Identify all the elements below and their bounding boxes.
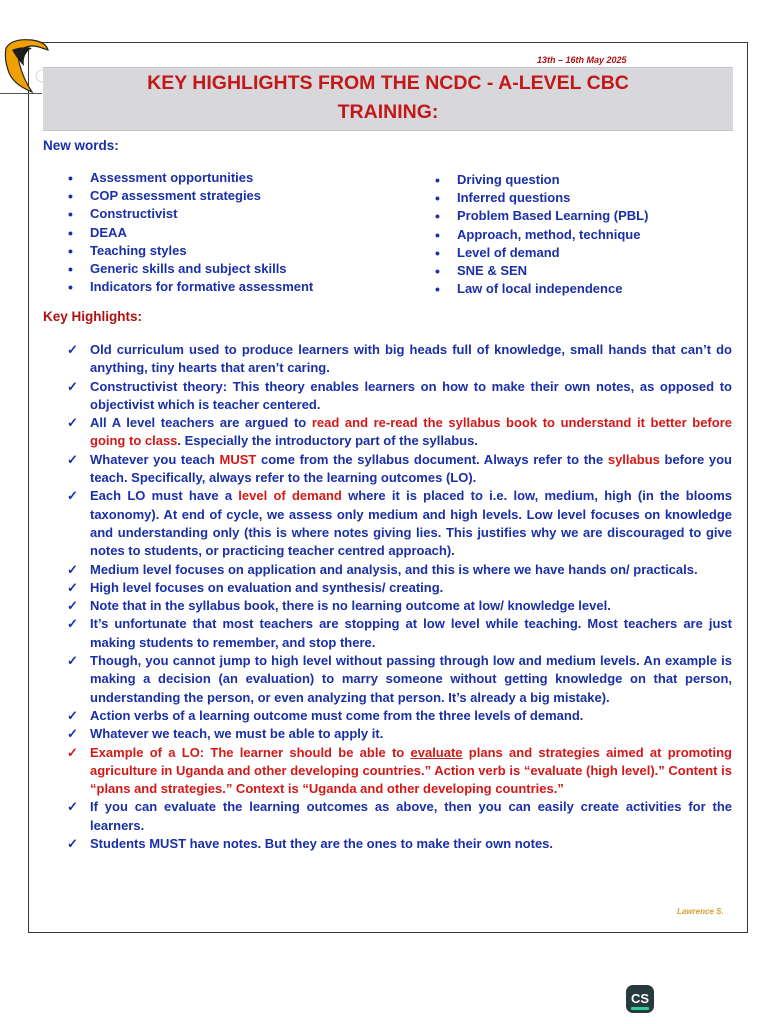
list-item [435,226,648,244]
list-item [68,187,313,205]
highlight-emphasis: MUST [219,451,257,467]
highlight-item [67,579,732,597]
list-item-text: Approach, method, technique [457,226,641,242]
bullet-icon: • [68,188,73,205]
list-item-text: Driving question [457,172,560,187]
list-item [68,169,313,187]
title-line-1: KEY HIGHLIGHTS FROM THE NCDC - A-LEVEL CBC [147,72,629,94]
highlight-text: Medium level focuses on application and analysis, and this is where we have hands on/ practicals. [90,561,698,577]
bullet-icon: • [68,170,73,186]
checkmark-icon: ✓ [67,799,78,815]
checkmark-icon: ✓ [67,488,78,504]
list-item-text: Level of demand [457,244,560,260]
highlight-item [67,835,732,853]
checkmark-icon: ✓ [67,415,78,431]
highlight-text: . Especially the introductory part of the syllabus. [177,433,478,449]
list-item [435,244,648,262]
checkmark-icon: ✓ [67,836,78,852]
new-words-list-left [68,169,314,296]
highlight-item [67,707,732,725]
checkmark-icon: ✓ [67,561,78,577]
list-item [435,189,648,207]
list-item [68,224,313,242]
list-item [68,260,313,278]
bullet-icon: • [68,206,73,223]
highlight-text: where it is placed to i.e. low, medium, high (in the blooms taxonomy). At end of cycle, we assess only medium and high levels. Low level focuses on knowledge and understanding only (this is where notes giving lies. This justifies why we are discouraged to give notes to students, or practicing teacher centred approach). [90,488,732,559]
list-item [68,205,313,223]
new-words-heading: New words: [43,138,119,153]
highlight-text: Students MUST have notes. But they are the ones to make their own notes. [90,836,554,852]
list-item [435,171,648,189]
bullet-icon: • [68,224,73,241]
highlight-item [67,487,732,560]
list-item [435,280,648,298]
checkmark-icon: ✓ [67,342,78,357]
checkmark-icon: ✓ [67,378,78,394]
list-item-text: Inferred questions [457,190,571,206]
highlight-text: come from the syllabus document. Always refer to the [256,451,608,467]
checkmark-icon: ✓ [67,726,78,742]
list-item-text: DEAA [90,224,127,240]
key-highlights-heading: Key Highlights: [43,309,143,324]
bullet-icon: • [68,261,73,278]
bullet-icon: • [435,263,440,280]
list-item-text: SNE & SEN [457,263,528,279]
highlight-text: Old curriculum used to produce learners with big heads full of knowledge, small hands that can’t do anything, tiny hearts that aren’t caring. [90,342,732,376]
highlight-emphasis: level of demand [238,488,342,504]
author-signature: Lawrence S. [677,907,724,916]
highlight-item [67,414,732,451]
highlight-item [67,341,732,378]
bullet-icon: • [435,208,440,225]
highlight-text: Constructivist theory: This theory enables learners on how to make their own notes, as opposed to objectivist which is teacher centered. [90,378,732,412]
bullet-icon: • [435,281,440,298]
checkmark-icon: ✓ [67,653,78,669]
highlight-text: Whatever we teach, we must be able to apply it. [90,726,384,742]
list-item-text: Teaching styles [90,242,187,258]
list-item [68,278,314,296]
key-highlights-list [67,341,732,853]
new-words-list-right [435,171,649,298]
bullet-icon: • [68,242,73,259]
list-item-text: Generic skills and subject skills [90,261,287,277]
highlight-item [67,451,732,488]
badge-label: CS [630,991,650,1006]
highlight-emphasis: syllabus [607,451,660,467]
highlight-text: Action verbs of a learning outcome must come from the three levels of demand. [90,707,584,723]
highlight-text: Each LO must have a [90,488,239,504]
bullet-icon: • [435,172,440,188]
highlight-text: Example of a LO: The learner should be able to [90,744,411,760]
highlight-item [67,597,732,615]
highlight-text: Though, you cannot jump to high level without passing through low and medium levels. An example is making a decision (an evaluation) to marry someone without getting knowledge on that person, understanding the person, or even analyzing that person. It’s already a big mistake). [90,653,732,705]
list-item [68,242,313,260]
highlight-item [67,725,732,743]
list-item-text: Indicators for formative assessment [90,279,314,295]
bullet-icon: • [435,244,440,261]
badge-accent-bar [631,1007,649,1010]
highlight-item [67,378,732,415]
checkmark-icon: ✓ [67,451,78,467]
list-item-text: Law of local independence [457,281,623,297]
bullet-icon: • [435,226,440,243]
checkmark-icon: ✓ [67,616,78,632]
highlight-underline: evaluate [410,744,463,760]
date-label: 13th – 16th May 2025 [537,55,627,65]
highlight-item [67,798,732,835]
highlight-text: It’s unfortunate that most teachers are stopping at low level while teaching. Most teachers are just making students to remember, and stop there. [90,616,732,650]
title-line-2: TRAINING: [337,101,439,123]
logo-underline [0,93,42,94]
highlight-text: If you can evaluate the learning outcomes as above, then you can easily create activities for the learners. [90,799,732,833]
highlight-text: High level focuses on evaluation and synthesis/ creating. [90,579,444,595]
list-item-text: Constructivist [90,206,178,222]
bullet-icon: • [435,190,440,207]
list-item [435,207,649,225]
highlight-text: plans and strategies aimed at promoting agriculture in Uganda and other developing countries.” Action verb is “evaluate (high level).” Content is “plans and strategies.” Context is “Uganda and other developing countries.” [90,744,732,797]
list-item-text: Assessment opportunities [90,170,254,185]
checkmark-icon: ✓ [67,598,78,614]
highlight-text: Note that in the syllabus book, there is no learning outcome at low/ knowledge level. [90,598,611,614]
list-item [435,262,648,280]
checkmark-icon: ✓ [67,707,78,723]
list-item-text: COP assessment strategies [90,188,262,204]
highlight-text: All A level teachers are argued to [90,415,312,431]
checkmark-icon: ✓ [67,579,78,595]
highlight-item [67,561,732,579]
highlight-text: before you teach. Specifically, always refer to the learning outcomes (LO). [90,451,732,486]
highlight-item [67,744,732,799]
highlight-text: Whatever you teach [90,451,220,467]
page-title [43,69,733,127]
checkmark-icon: ✓ [67,744,78,760]
highlight-item [67,652,732,707]
list-item-text: Problem Based Learning (PBL) [457,208,649,224]
bullet-icon: • [68,279,73,296]
camscanner-badge [626,985,654,1013]
highlight-emphasis: read and re-read the syllabus book to understand it better before going to class [90,415,732,449]
highlight-item [67,615,732,652]
